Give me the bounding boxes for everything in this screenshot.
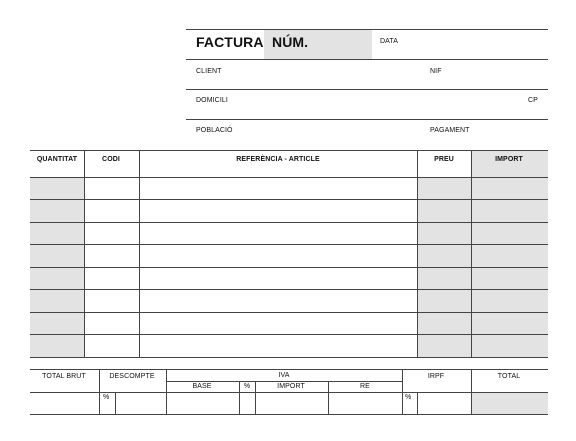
iva-re-label: RE (360, 383, 370, 390)
column-header-preu: PREU (434, 156, 454, 163)
iva-divider (239, 381, 240, 414)
header-rule-2 (186, 89, 548, 90)
totals-divider (166, 369, 167, 414)
nif-label: NIF (430, 68, 442, 75)
iva-divider (255, 381, 256, 414)
column-header-codi: CODI (102, 156, 120, 163)
totals-divider (471, 369, 472, 414)
iva-import-label: IMPORT (277, 383, 305, 390)
iva-subheader-rule (166, 381, 402, 382)
table-bottom-rule (30, 357, 548, 358)
column-divider (417, 150, 418, 357)
total-field-shade (471, 392, 548, 414)
total-brut-label: TOTAL BRUT (42, 373, 86, 380)
iva-base-label: BASE (192, 383, 212, 390)
column-divider (471, 150, 472, 357)
totals-bottom-rule (30, 414, 548, 415)
header-top-rule (186, 29, 548, 30)
iva-divider (328, 381, 329, 414)
iva-percent-label: % (243, 383, 251, 390)
total-label: TOTAL (497, 373, 521, 380)
totals-divider (402, 369, 403, 414)
column-divider (84, 150, 85, 357)
header-rule-1 (186, 59, 548, 60)
percent-divider (417, 392, 418, 414)
column-header-quantitat: QUANTITAT (36, 156, 78, 163)
column-divider (139, 150, 140, 357)
column-header-referencia-article: REFERÈNCIA - ARTICLE (236, 156, 320, 163)
import-column-shade (471, 150, 548, 357)
town-label: POBLACIÓ (196, 127, 233, 134)
client-label: CLIENT (196, 68, 222, 75)
payment-label: PAGAMENT (430, 127, 470, 134)
address-label: DOMICILI (196, 97, 228, 104)
postal-code-label: CP (528, 97, 538, 104)
iva-label: IVA (278, 372, 290, 379)
header-rule-3 (186, 119, 548, 120)
irpf-percent-label: % (405, 394, 412, 401)
descompte-percent-label: % (103, 394, 110, 401)
invoice-number-label: NÚM. (272, 34, 309, 50)
irpf-label: IRPF (427, 373, 445, 380)
invoice-title: FACTURA (196, 34, 264, 50)
column-header-import: IMPORT (495, 156, 523, 163)
totals-divider (99, 369, 100, 414)
descompte-label: DESCOMPTE (109, 373, 155, 380)
percent-divider (115, 392, 116, 414)
date-label: DATA (380, 38, 399, 45)
